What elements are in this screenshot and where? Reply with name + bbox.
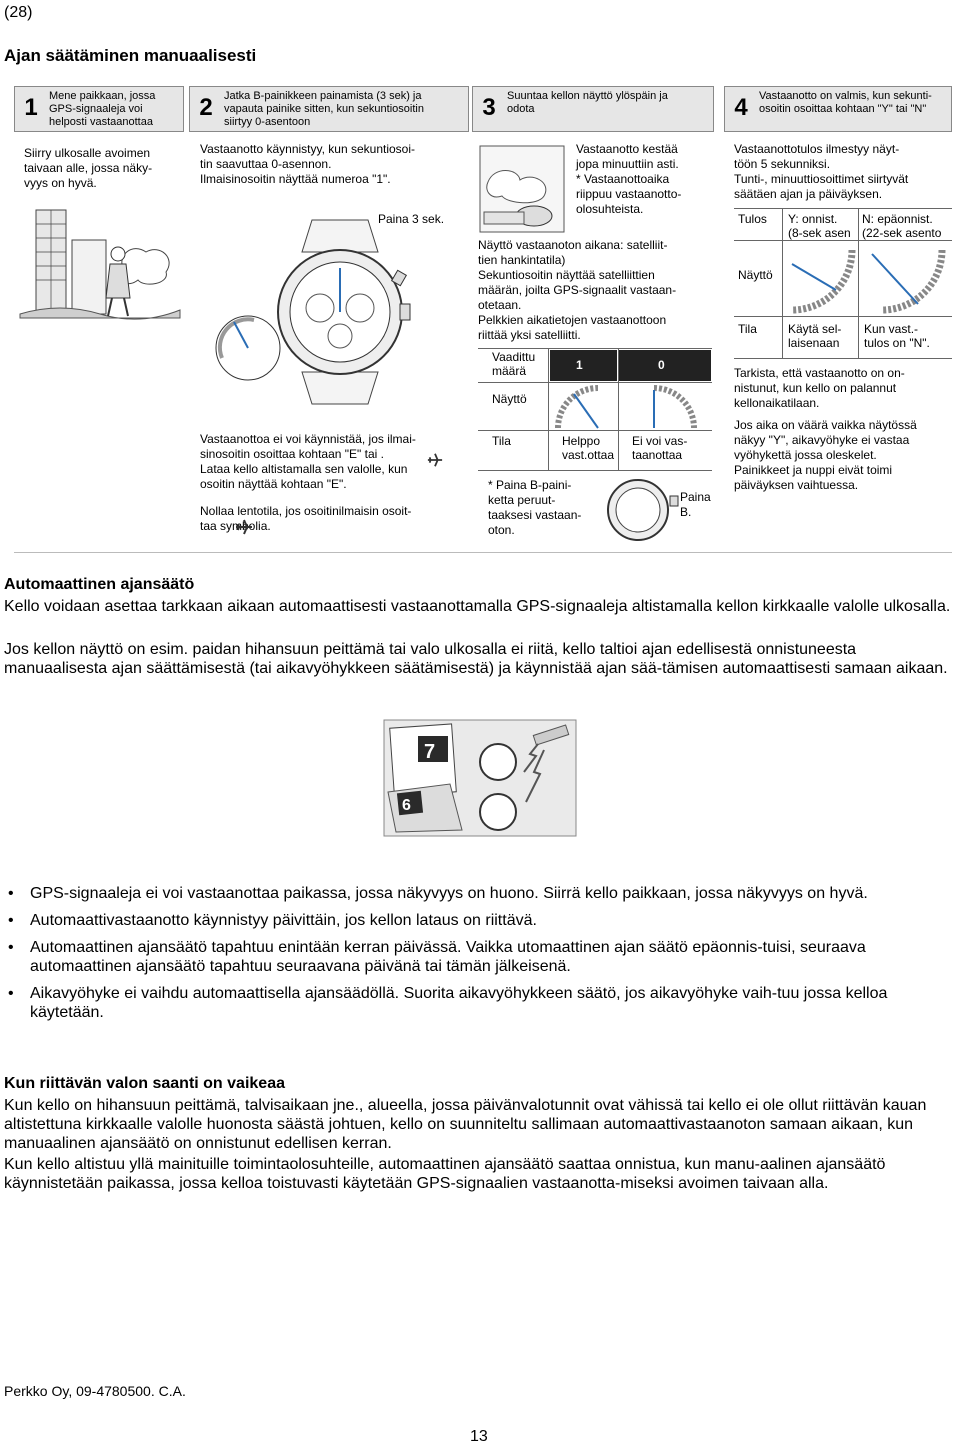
step-number: 1 — [24, 94, 38, 121]
page-number-bottom: 13 — [470, 1428, 488, 1445]
step-text: Vastaanotto on valmis, kun sekunti- osoitin osoittaa kohtaan "Y" tai "N" — [759, 90, 932, 115]
state-cannot: Ei voi vas- taanottaa — [632, 434, 688, 462]
press-b-label: Paina B. — [680, 490, 711, 519]
page-number-top: (28) — [4, 4, 33, 21]
list-item: • Automaattivastaanotto käynnistyy päivittäin, jos kellon lataus on riittävä. — [8, 912, 537, 929]
bullet-glyph: • — [8, 985, 14, 1002]
state-result-n: Kun vast.- tulos on "N". — [864, 322, 930, 350]
step-bar-4 — [724, 86, 952, 132]
bullet-glyph: • — [8, 939, 14, 956]
city-illustration — [20, 198, 180, 318]
row-label-result: Tulos — [738, 212, 767, 226]
auto-heading: Automaattinen ajansäätö — [4, 576, 195, 593]
press-3-sec-label: Paina 3 sek. — [378, 212, 445, 226]
light-paragraph-2: Kun kello altistuu yllä mainituille toimintaolosuhteille, automaattinen ajansäätö saattaa onnistua, kun manu-aalinen ajansäätö käynnistetään paikassa, jossa kelloa toistuvasti käytetään GPS-signaalien vastaanotta-miseksi avoimen taivaan alla. — [4, 1156, 886, 1192]
cancel-note: * Paina B-paini- ketta peruut- taaksesi vastaan- oton. — [488, 478, 582, 537]
calendar-day-6: 6 — [402, 797, 411, 814]
wrist-watch-illustration — [478, 142, 568, 238]
step-1-column — [14, 136, 184, 548]
step-2-text: Vastaanotto käynnistyy, kun sekuntiosoi- tin saavuttaa 0-asennon. Ilmaisinosoitin näyttää numeroa "1". — [200, 142, 416, 186]
dial-segment-0 — [624, 384, 704, 428]
calendar-watches-illustration — [384, 720, 576, 836]
state-easy: Helppo vast.ottaa — [562, 434, 615, 462]
airplane-icon — [234, 518, 254, 536]
instruction-figure — [14, 86, 952, 553]
row-label-display: Näyttö — [738, 268, 773, 282]
step-bar-3 — [472, 86, 714, 132]
watch-illustration — [208, 212, 458, 412]
dial-no — [862, 244, 948, 314]
result-yes: Y: onnist. (8-sek asen — [788, 212, 851, 240]
calendar-day-7: 7 — [424, 741, 436, 763]
row-label-state: Tila — [492, 434, 511, 448]
check-text: Tarkista, että vastaanotto on on- nistunut, kun kello on palannut kellonaikatilaan. — [734, 366, 905, 410]
cannot-start-text: Vastaanottoa ei voi käynnistää, jos ilmai- sinosoitin osoittaa kohtaan "E" tai . Lataa kello altistamalla sen valolle, kun osoitin näyttää kohtaan "E". — [200, 432, 416, 491]
step-text: Suuntaa kellon näyttö ylöspäin ja odota — [507, 90, 668, 115]
required-value-0: 0 — [658, 358, 665, 372]
step-2-column — [192, 136, 468, 548]
step-3-column — [472, 136, 722, 548]
list-item: • Automaattinen ajansäätö tapahtuu enintään kerran päivässä. Vaikka utomaattinen ajan säätö epäonnis-tuisi, seuraava automaattinen ajansäätö tapahtuu seuraavana päivänä tai tämän jälkeisenä. — [8, 939, 866, 975]
result-no: N: epäonnist. (22-sek asento — [862, 212, 942, 240]
list-item: • GPS-signaaleja ei voi vastaanottaa paikassa, jossa näkyvyys on huono. Siirrä kello paikkaan, jossa näkyvyys on hyvä. — [8, 885, 868, 902]
auto-paragraph-1: Kello voidaan asettaa tarkkaan aikaan automaattisesti vastaanottamalla GPS-signaaleja altistamalla kellon kirkkaalle valolle ulkosalla. — [4, 598, 951, 615]
dial-yes — [786, 244, 856, 314]
wrong-time-text: Jos aika on väärä vaikka näytössä näkyy "Y", aikavyöhyke ei vastaa vyöhykettä jossa oleskelet. Painikkeet ja nuppi eivät toimi päiväyksen vaihtuessa. — [734, 418, 917, 492]
light-heading: Kun riittävän valon saanti on vaikeaa — [4, 1075, 285, 1092]
step-text: Jatka B-painikkeen painamista (3 sek) ja vapauta painike sitten, kun sekuntiosoitin siirtyy 0-asentoon — [224, 90, 424, 128]
step-1-text: Siirry ulkosalle avoimen taivaan alle, jossa näky- vyys on hyvä. — [24, 146, 153, 190]
bullet-glyph: • — [8, 885, 14, 902]
row-label-required: Vaadittu määrä — [492, 350, 536, 378]
light-paragraph-1: Kun kello on hihansuun peittämä, talvisaikaan jne., alueella, jossa päivänvalotunnit ovat vähissä tai kello ei ole ollut riittävän kauan altistettuna kirkkaalle valolle huonosta säästä johtuen, kello on suunniteltu sallimaan automaattivastaanoton samaan aikaan, kun manuaalinen ajansäätö on onnistunut edellisen kerran. — [4, 1097, 927, 1152]
step-4-column — [726, 136, 952, 548]
section-title: Ajan säätäminen manuaalisesti — [4, 46, 257, 65]
notes-list — [4, 884, 954, 1030]
airplane-icon-inline — [426, 452, 444, 468]
bullet-glyph: • — [8, 912, 14, 929]
step-text: Mene paikkaan, jossa GPS-signaaleja voi helposti vastaanottaa — [49, 90, 156, 128]
value-cell-dark — [550, 350, 617, 381]
footer-text: Perkko Oy, 09-4780500. C.A. — [4, 1383, 186, 1399]
flight-mode-text: Nollaa lentotila, jos osoitinilmaisin osoit- taa symbolia. — [200, 504, 412, 533]
row-label-state: Tila — [738, 322, 757, 336]
value-cell-dark — [619, 350, 711, 381]
row-label-display: Näyttö — [492, 392, 527, 406]
step-number: 3 — [482, 94, 496, 121]
step-bar-1 — [14, 86, 184, 132]
step-number: 2 — [199, 94, 213, 121]
watch-small-illustration — [594, 476, 684, 540]
list-item: • Aikavyöhyke ei vaihdu automaattisella ajansäädöllä. Suorita aikavyöhykkeen säätö, jos aikavyöhyke vaih-tuu jossa kelloa käytetään. — [8, 985, 888, 1021]
state-use-as-is: Käytä sel- laisenaan — [788, 322, 842, 350]
step-number: 4 — [734, 94, 748, 121]
reception-display-text: Näyttö vastaanoton aikana: satelliit- tien hankintatila) Sekuntiosoitin näyttää satelliittien määrän, joilta GPS-signaalit vastaan- otetaan. Pelkkien aikatietojen vastaanottoon riittää yksi satelliitti. — [478, 238, 677, 342]
reception-duration-text: Vastaanotto kestää jopa minuuttiin asti. * Vastaanottoaika riippuu vastaanotto- olosuhteista. — [576, 142, 682, 216]
result-text: Vastaanottotulos ilmestyy näyt- töön 5 sekunniksi. Tunti-, minuuttiosoittimet siirtyvät säätäen ajan ja päiväyksen. — [734, 142, 909, 201]
auto-paragraph-2: Jos kellon näyttö on esim. paidan hihansuun peittämä tai valo ulkosalla ei riitä, kello taltioi ajan edellisestä onnistuneesta manuaalisesta ajan säättämisestä (tai aikavyöhykkeen säätämisestä) ja käynnistää ajan sää-tämisen automaattisesti samaan aikaan. — [4, 641, 948, 677]
required-value-1: 1 — [576, 358, 583, 372]
dial-segment-1 — [554, 384, 614, 428]
step-bar-2 — [189, 86, 469, 132]
